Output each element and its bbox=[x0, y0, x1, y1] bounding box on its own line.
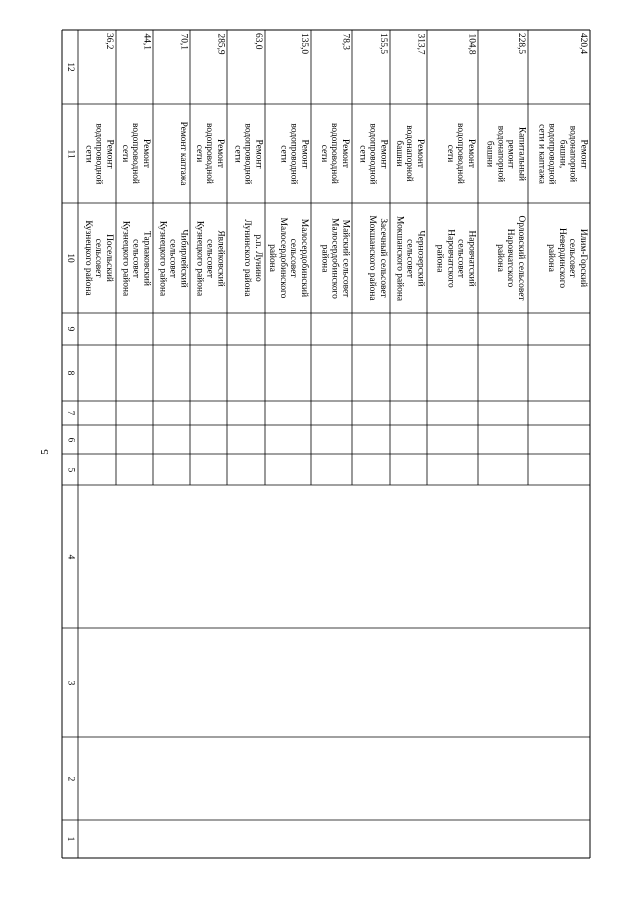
column-header: 11 bbox=[65, 148, 75, 159]
work-type-cell: Ремонт водопроводной сети bbox=[231, 123, 263, 184]
column-header: 9 bbox=[65, 326, 75, 332]
amount-cell: 104,8 bbox=[466, 33, 476, 55]
column-header: 4 bbox=[65, 554, 75, 559]
amount-cell: 228,5 bbox=[516, 33, 526, 55]
amount-cell: 63,0 bbox=[253, 33, 263, 50]
work-type-cell: Ремонт водопроводной сети bbox=[277, 123, 309, 184]
amount-cell: 313,7 bbox=[415, 33, 425, 55]
work-type-cell: Ремонт водопроводной сети bbox=[193, 123, 225, 184]
column-header: 12 bbox=[65, 62, 75, 72]
work-type-cell: Ремонт каптажа bbox=[178, 121, 188, 186]
amount-cell: 78,3 bbox=[340, 33, 350, 50]
municipality-cell: Засечный сельсовет Мокшанского района bbox=[367, 215, 388, 301]
municipality-cell: Чибирлейский сельсовет Кузнецкого района bbox=[156, 220, 188, 296]
amount-cell: 70,1 bbox=[178, 33, 188, 50]
column-header: 1 bbox=[65, 836, 75, 842]
page-number: 5 bbox=[39, 449, 51, 455]
work-type-cell: Ремонт водонапорной башни bbox=[393, 125, 425, 182]
municipality-cell: Тарлаковский сельсовет Кузнецкого района bbox=[119, 220, 151, 296]
municipality-cell: Орловский сельсовет Наровчатского района bbox=[494, 215, 526, 301]
work-type-cell: Ремонт водопроводной сети bbox=[356, 123, 388, 184]
municipality-cell: Посельский сельсовет Кузнецкого района bbox=[82, 220, 114, 296]
work-type-cell: Капитальный ремонт водонапорной башни bbox=[484, 125, 526, 182]
column-header: 3 bbox=[65, 680, 75, 685]
column-header: 10 bbox=[65, 253, 75, 263]
work-type-cell: Ремонт водонапорной башни, водопроводной сети и каптажа bbox=[535, 123, 588, 184]
amount-cell: 420,4 bbox=[578, 33, 588, 55]
municipality-cell: р.п. Лунино Лунинского района bbox=[242, 219, 263, 297]
column-header: 2 bbox=[65, 776, 75, 781]
municipality-cell: Майский сельсовет Малосердобинского района bbox=[318, 217, 350, 299]
municipality-cell: Чернозерский сельсовет Мокшанского района bbox=[393, 215, 425, 301]
column-header: 6 bbox=[65, 437, 75, 442]
column-header: 5 bbox=[65, 467, 75, 472]
column-header: 8 bbox=[65, 370, 75, 376]
amount-cell: 44,1 bbox=[141, 33, 151, 50]
amount-cell: 285,9 bbox=[215, 33, 225, 55]
municipality-cell: Илим-Горский сельсовет Невердинского района bbox=[546, 227, 588, 289]
work-type-cell: Ремонт водопроводной сети bbox=[444, 123, 476, 184]
work-type-cell: Ремонт водопроводной сети bbox=[119, 123, 151, 184]
amount-cell: 155,5 bbox=[378, 33, 388, 55]
column-header: 7 bbox=[65, 410, 75, 416]
work-type-cell: Ремонт водопроводной сети bbox=[318, 123, 350, 184]
work-type-cell: Ремонт водопроводной сети bbox=[82, 123, 114, 184]
municipality-cell: Наровчатский сельсовет Наровчатского района bbox=[434, 228, 476, 288]
municipality-cell: Малосердобинский сельсовет Малосердобинского района bbox=[267, 217, 309, 299]
municipality-cell: Явлейковский сельсовет Кузнецкого района bbox=[193, 220, 225, 296]
amount-cell: 135,0 bbox=[299, 33, 309, 55]
amount-cell: 36,2 bbox=[104, 33, 114, 50]
